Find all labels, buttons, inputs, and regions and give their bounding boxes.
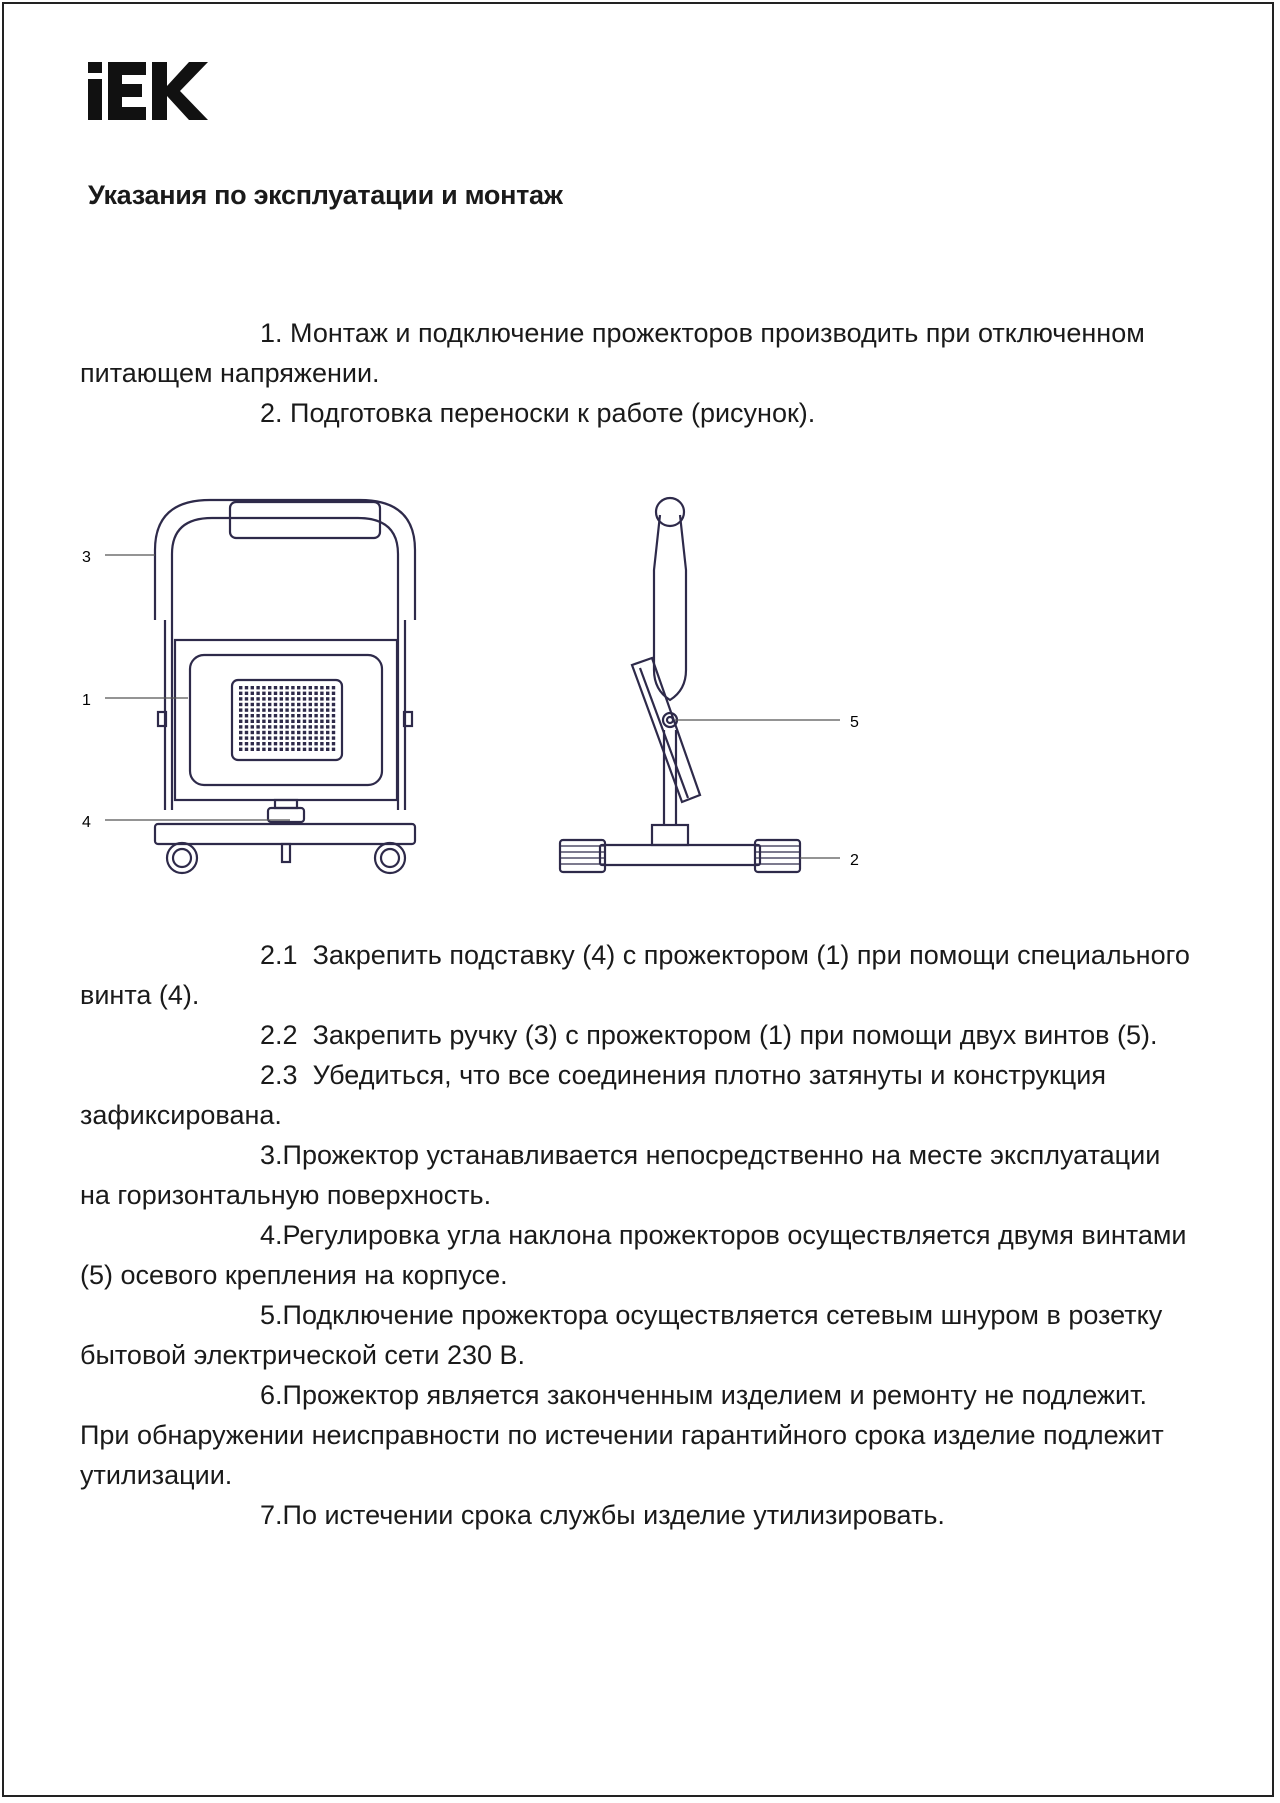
- led-dot: [297, 736, 300, 739]
- led-dot: [262, 686, 265, 689]
- led-dot: [285, 703, 288, 706]
- led-dot: [256, 748, 259, 751]
- led-dot: [332, 742, 335, 745]
- led-dot: [314, 686, 317, 689]
- led-dot: [262, 692, 265, 695]
- item-number: 2.2: [260, 1020, 298, 1050]
- led-dot: [309, 692, 312, 695]
- item-text: Подключение прожектора осуществляется сетевым шнуром в розетку бытовой электрической сети 230 В.: [80, 1300, 1163, 1370]
- led-dot: [320, 725, 323, 728]
- led-dot: [280, 725, 283, 728]
- led-dot: [303, 686, 306, 689]
- led-dot: [280, 692, 283, 695]
- led-dot: [314, 703, 317, 706]
- item-text: Прожектор устанавливается непосредственно на месте эксплуатации на горизонтальную поверхность.: [80, 1140, 1161, 1210]
- led-dot: [245, 703, 248, 706]
- label-handle: 3: [82, 549, 91, 566]
- led-dot: [297, 742, 300, 745]
- led-dot: [239, 714, 242, 717]
- item-number: 6.: [260, 1380, 283, 1410]
- led-dot: [245, 742, 248, 745]
- led-dot: [239, 742, 242, 745]
- led-dot: [309, 686, 312, 689]
- led-dot: [251, 748, 254, 751]
- item-number: 2.: [260, 398, 283, 428]
- led-dot: [320, 714, 323, 717]
- led-dot: [314, 731, 317, 734]
- item-number: 2.3: [260, 1060, 298, 1090]
- led-dot: [256, 731, 259, 734]
- led-dot: [251, 714, 254, 717]
- led-dot: [326, 703, 329, 706]
- led-dot: [274, 742, 277, 745]
- led-dot: [291, 692, 294, 695]
- led-dot: [274, 725, 277, 728]
- led-dot: [326, 736, 329, 739]
- step-item: [80, 1375, 1190, 1495]
- led-dot: [303, 736, 306, 739]
- led-dot: [262, 708, 265, 711]
- led-dot: [245, 697, 248, 700]
- led-dot: [332, 736, 335, 739]
- led-dot: [262, 720, 265, 723]
- led-dot: [320, 686, 323, 689]
- led-dot: [245, 708, 248, 711]
- led-dot: [303, 742, 306, 745]
- led-dot: [268, 748, 271, 751]
- page-title: Указания по эксплуатации и монтаж: [88, 180, 563, 210]
- assembly-diagram: [60, 480, 880, 900]
- led-dot: [303, 692, 306, 695]
- led-dot: [314, 720, 317, 723]
- led-dot: [280, 731, 283, 734]
- led-dot: [280, 736, 283, 739]
- led-dot: [256, 692, 259, 695]
- led-dot: [285, 714, 288, 717]
- led-dot: [251, 725, 254, 728]
- led-dot: [280, 697, 283, 700]
- led-dot: [251, 736, 254, 739]
- led-dot: [262, 731, 265, 734]
- led-dot: [309, 708, 312, 711]
- led-dot: [326, 714, 329, 717]
- led-dot: [314, 748, 317, 751]
- led-dot: [256, 686, 259, 689]
- led-dot: [239, 720, 242, 723]
- led-dot: [262, 725, 265, 728]
- led-dot: [239, 697, 242, 700]
- led-dot: [285, 697, 288, 700]
- led-dot: [291, 748, 294, 751]
- item-text: Убедиться, что все соединения плотно затянуты и конструкция зафиксирована.: [80, 1060, 1106, 1130]
- led-dot: [326, 697, 329, 700]
- led-dot: [262, 742, 265, 745]
- led-dot: [303, 714, 306, 717]
- led-dot: [326, 731, 329, 734]
- led-dot: [320, 708, 323, 711]
- led-dot: [239, 692, 242, 695]
- led-dot: [303, 731, 306, 734]
- led-dot: [262, 736, 265, 739]
- item-number: 3.: [260, 1140, 283, 1170]
- led-dot: [256, 703, 259, 706]
- led-dot: [291, 708, 294, 711]
- led-dot: [332, 703, 335, 706]
- item-text: По истечении срока службы изделие утилизировать.: [282, 1500, 945, 1530]
- led-dot: [291, 725, 294, 728]
- led-dot: [320, 736, 323, 739]
- led-dot: [291, 714, 294, 717]
- led-dot: [245, 714, 248, 717]
- led-dot: [251, 731, 254, 734]
- led-dot: [256, 720, 259, 723]
- led-dot: [245, 731, 248, 734]
- led-dot: [280, 686, 283, 689]
- led-dot: [309, 742, 312, 745]
- led-dot: [280, 748, 283, 751]
- item-text: Подготовка переноски к работе (рисунок).: [290, 398, 816, 428]
- step-item: [80, 935, 1190, 1015]
- label-floodlight: 1: [82, 692, 91, 709]
- led-dot: [274, 697, 277, 700]
- led-dot: [297, 708, 300, 711]
- led-dot: [268, 692, 271, 695]
- led-dot: [332, 731, 335, 734]
- item-text: Закрепить подставку (4) с прожектором (1) при помощи специального винта (4).: [80, 940, 1190, 1010]
- led-dot: [314, 697, 317, 700]
- led-dot: [262, 714, 265, 717]
- led-dot: [285, 742, 288, 745]
- led-dot: [268, 742, 271, 745]
- step-item: [80, 1135, 1190, 1215]
- led-dot: [274, 703, 277, 706]
- item-text: Закрепить ручку (3) с прожектором (1) при помощи двух винтов (5).: [312, 1020, 1158, 1050]
- led-dot: [309, 720, 312, 723]
- led-dot: [239, 748, 242, 751]
- led-dot: [285, 720, 288, 723]
- led-dot: [239, 731, 242, 734]
- led-dot: [303, 725, 306, 728]
- led-dot: [245, 720, 248, 723]
- led-dot: [297, 731, 300, 734]
- led-dot: [268, 736, 271, 739]
- led-dot: [251, 697, 254, 700]
- led-dot: [297, 703, 300, 706]
- led-dot: [239, 703, 242, 706]
- led-dot: [251, 742, 254, 745]
- step-item: [80, 1055, 1190, 1135]
- led-dot: [309, 714, 312, 717]
- led-dot: [291, 697, 294, 700]
- steps-block: [80, 935, 1190, 1535]
- led-dot: [297, 686, 300, 689]
- led-dot: [320, 692, 323, 695]
- led-dot: [309, 725, 312, 728]
- item-number: 2.1: [260, 940, 298, 970]
- led-dot: [332, 697, 335, 700]
- led-dot: [309, 736, 312, 739]
- led-dot: [280, 703, 283, 706]
- led-dot: [297, 714, 300, 717]
- led-dot: [251, 720, 254, 723]
- label-axis-screw: 5: [850, 714, 859, 731]
- item-text: Монтаж и подключение прожекторов производить при отключенном питающем напряжении.: [80, 318, 1145, 388]
- led-dot: [309, 731, 312, 734]
- led-dot: [326, 692, 329, 695]
- led-dot: [314, 736, 317, 739]
- led-dot: [268, 697, 271, 700]
- intro-block: [80, 313, 1190, 433]
- led-dot: [256, 714, 259, 717]
- step-item: [80, 1215, 1190, 1295]
- led-grid: [239, 686, 335, 751]
- led-dot: [256, 708, 259, 711]
- led-dot: [274, 736, 277, 739]
- led-dot: [262, 697, 265, 700]
- led-dot: [239, 736, 242, 739]
- led-dot: [297, 692, 300, 695]
- led-dot: [239, 686, 242, 689]
- led-dot: [320, 720, 323, 723]
- led-dot: [262, 748, 265, 751]
- label-stand: 4: [82, 814, 91, 831]
- led-dot: [303, 748, 306, 751]
- led-dot: [256, 697, 259, 700]
- led-dot: [239, 725, 242, 728]
- led-dot: [251, 692, 254, 695]
- led-dot: [285, 692, 288, 695]
- led-dot: [297, 697, 300, 700]
- led-dot: [297, 748, 300, 751]
- label-base: 2: [850, 852, 859, 869]
- led-dot: [268, 703, 271, 706]
- led-dot: [285, 748, 288, 751]
- led-dot: [256, 736, 259, 739]
- led-dot: [256, 742, 259, 745]
- led-dot: [303, 703, 306, 706]
- led-dot: [280, 742, 283, 745]
- led-dot: [320, 742, 323, 745]
- led-dot: [262, 703, 265, 706]
- item-number: 7.: [260, 1500, 283, 1530]
- led-dot: [314, 725, 317, 728]
- step-item: [80, 1295, 1190, 1375]
- led-dot: [326, 708, 329, 711]
- led-dot: [285, 731, 288, 734]
- led-dot: [332, 686, 335, 689]
- led-dot: [303, 720, 306, 723]
- led-dot: [268, 731, 271, 734]
- led-dot: [314, 742, 317, 745]
- led-dot: [251, 708, 254, 711]
- led-dot: [285, 736, 288, 739]
- intro-item-2: [80, 393, 1190, 433]
- led-dot: [326, 748, 329, 751]
- led-dot: [256, 725, 259, 728]
- led-dot: [320, 748, 323, 751]
- led-dot: [274, 731, 277, 734]
- led-dot: [245, 748, 248, 751]
- led-dot: [285, 708, 288, 711]
- led-dot: [239, 708, 242, 711]
- led-dot: [303, 697, 306, 700]
- led-dot: [326, 725, 329, 728]
- led-dot: [291, 742, 294, 745]
- led-dot: [285, 725, 288, 728]
- led-dot: [332, 725, 335, 728]
- item-number: 1.: [260, 318, 283, 348]
- led-dot: [268, 708, 271, 711]
- led-dot: [320, 703, 323, 706]
- led-dot: [268, 720, 271, 723]
- led-dot: [274, 692, 277, 695]
- led-dot: [332, 748, 335, 751]
- led-dot: [274, 686, 277, 689]
- led-dot: [314, 708, 317, 711]
- led-dot: [320, 731, 323, 734]
- led-dot: [268, 714, 271, 717]
- led-dot: [291, 703, 294, 706]
- led-dot: [309, 697, 312, 700]
- led-dot: [320, 697, 323, 700]
- item-text: Регулировка угла наклона прожекторов осуществляется двумя винтами (5) осевого крепления на корпусе.: [80, 1220, 1187, 1290]
- led-dot: [280, 720, 283, 723]
- intro-item-1: [80, 313, 1190, 393]
- led-dot: [332, 720, 335, 723]
- led-dot: [251, 686, 254, 689]
- item-number: 4.: [260, 1220, 283, 1250]
- led-dot: [291, 686, 294, 689]
- led-dot: [245, 736, 248, 739]
- led-dot: [268, 725, 271, 728]
- item-text: Прожектор является законченным изделием и ремонту не подлежит. При обнаружении неисправности по истечении гарантийного срока изделие подлежит утилизации.: [80, 1380, 1164, 1490]
- led-dot: [274, 708, 277, 711]
- led-dot: [326, 742, 329, 745]
- led-dot: [297, 725, 300, 728]
- led-dot: [274, 714, 277, 717]
- led-dot: [274, 720, 277, 723]
- led-dot: [303, 708, 306, 711]
- item-number: 5.: [260, 1300, 283, 1330]
- led-dot: [332, 714, 335, 717]
- led-dot: [274, 748, 277, 751]
- led-dot: [326, 686, 329, 689]
- led-dot: [245, 725, 248, 728]
- led-dot: [251, 703, 254, 706]
- led-dot: [291, 731, 294, 734]
- iek-logo: [88, 62, 208, 120]
- led-dot: [297, 720, 300, 723]
- led-dot: [314, 714, 317, 717]
- led-dot: [309, 748, 312, 751]
- step-item: [80, 1015, 1190, 1055]
- led-dot: [291, 720, 294, 723]
- led-dot: [332, 708, 335, 711]
- led-dot: [309, 703, 312, 706]
- led-dot: [285, 686, 288, 689]
- led-dot: [326, 720, 329, 723]
- led-dot: [314, 692, 317, 695]
- led-dot: [245, 692, 248, 695]
- led-dot: [245, 686, 248, 689]
- led-dot: [332, 692, 335, 695]
- led-dot: [280, 708, 283, 711]
- step-item: [80, 1495, 1190, 1535]
- led-dot: [291, 736, 294, 739]
- led-dot: [268, 686, 271, 689]
- led-dot: [280, 714, 283, 717]
